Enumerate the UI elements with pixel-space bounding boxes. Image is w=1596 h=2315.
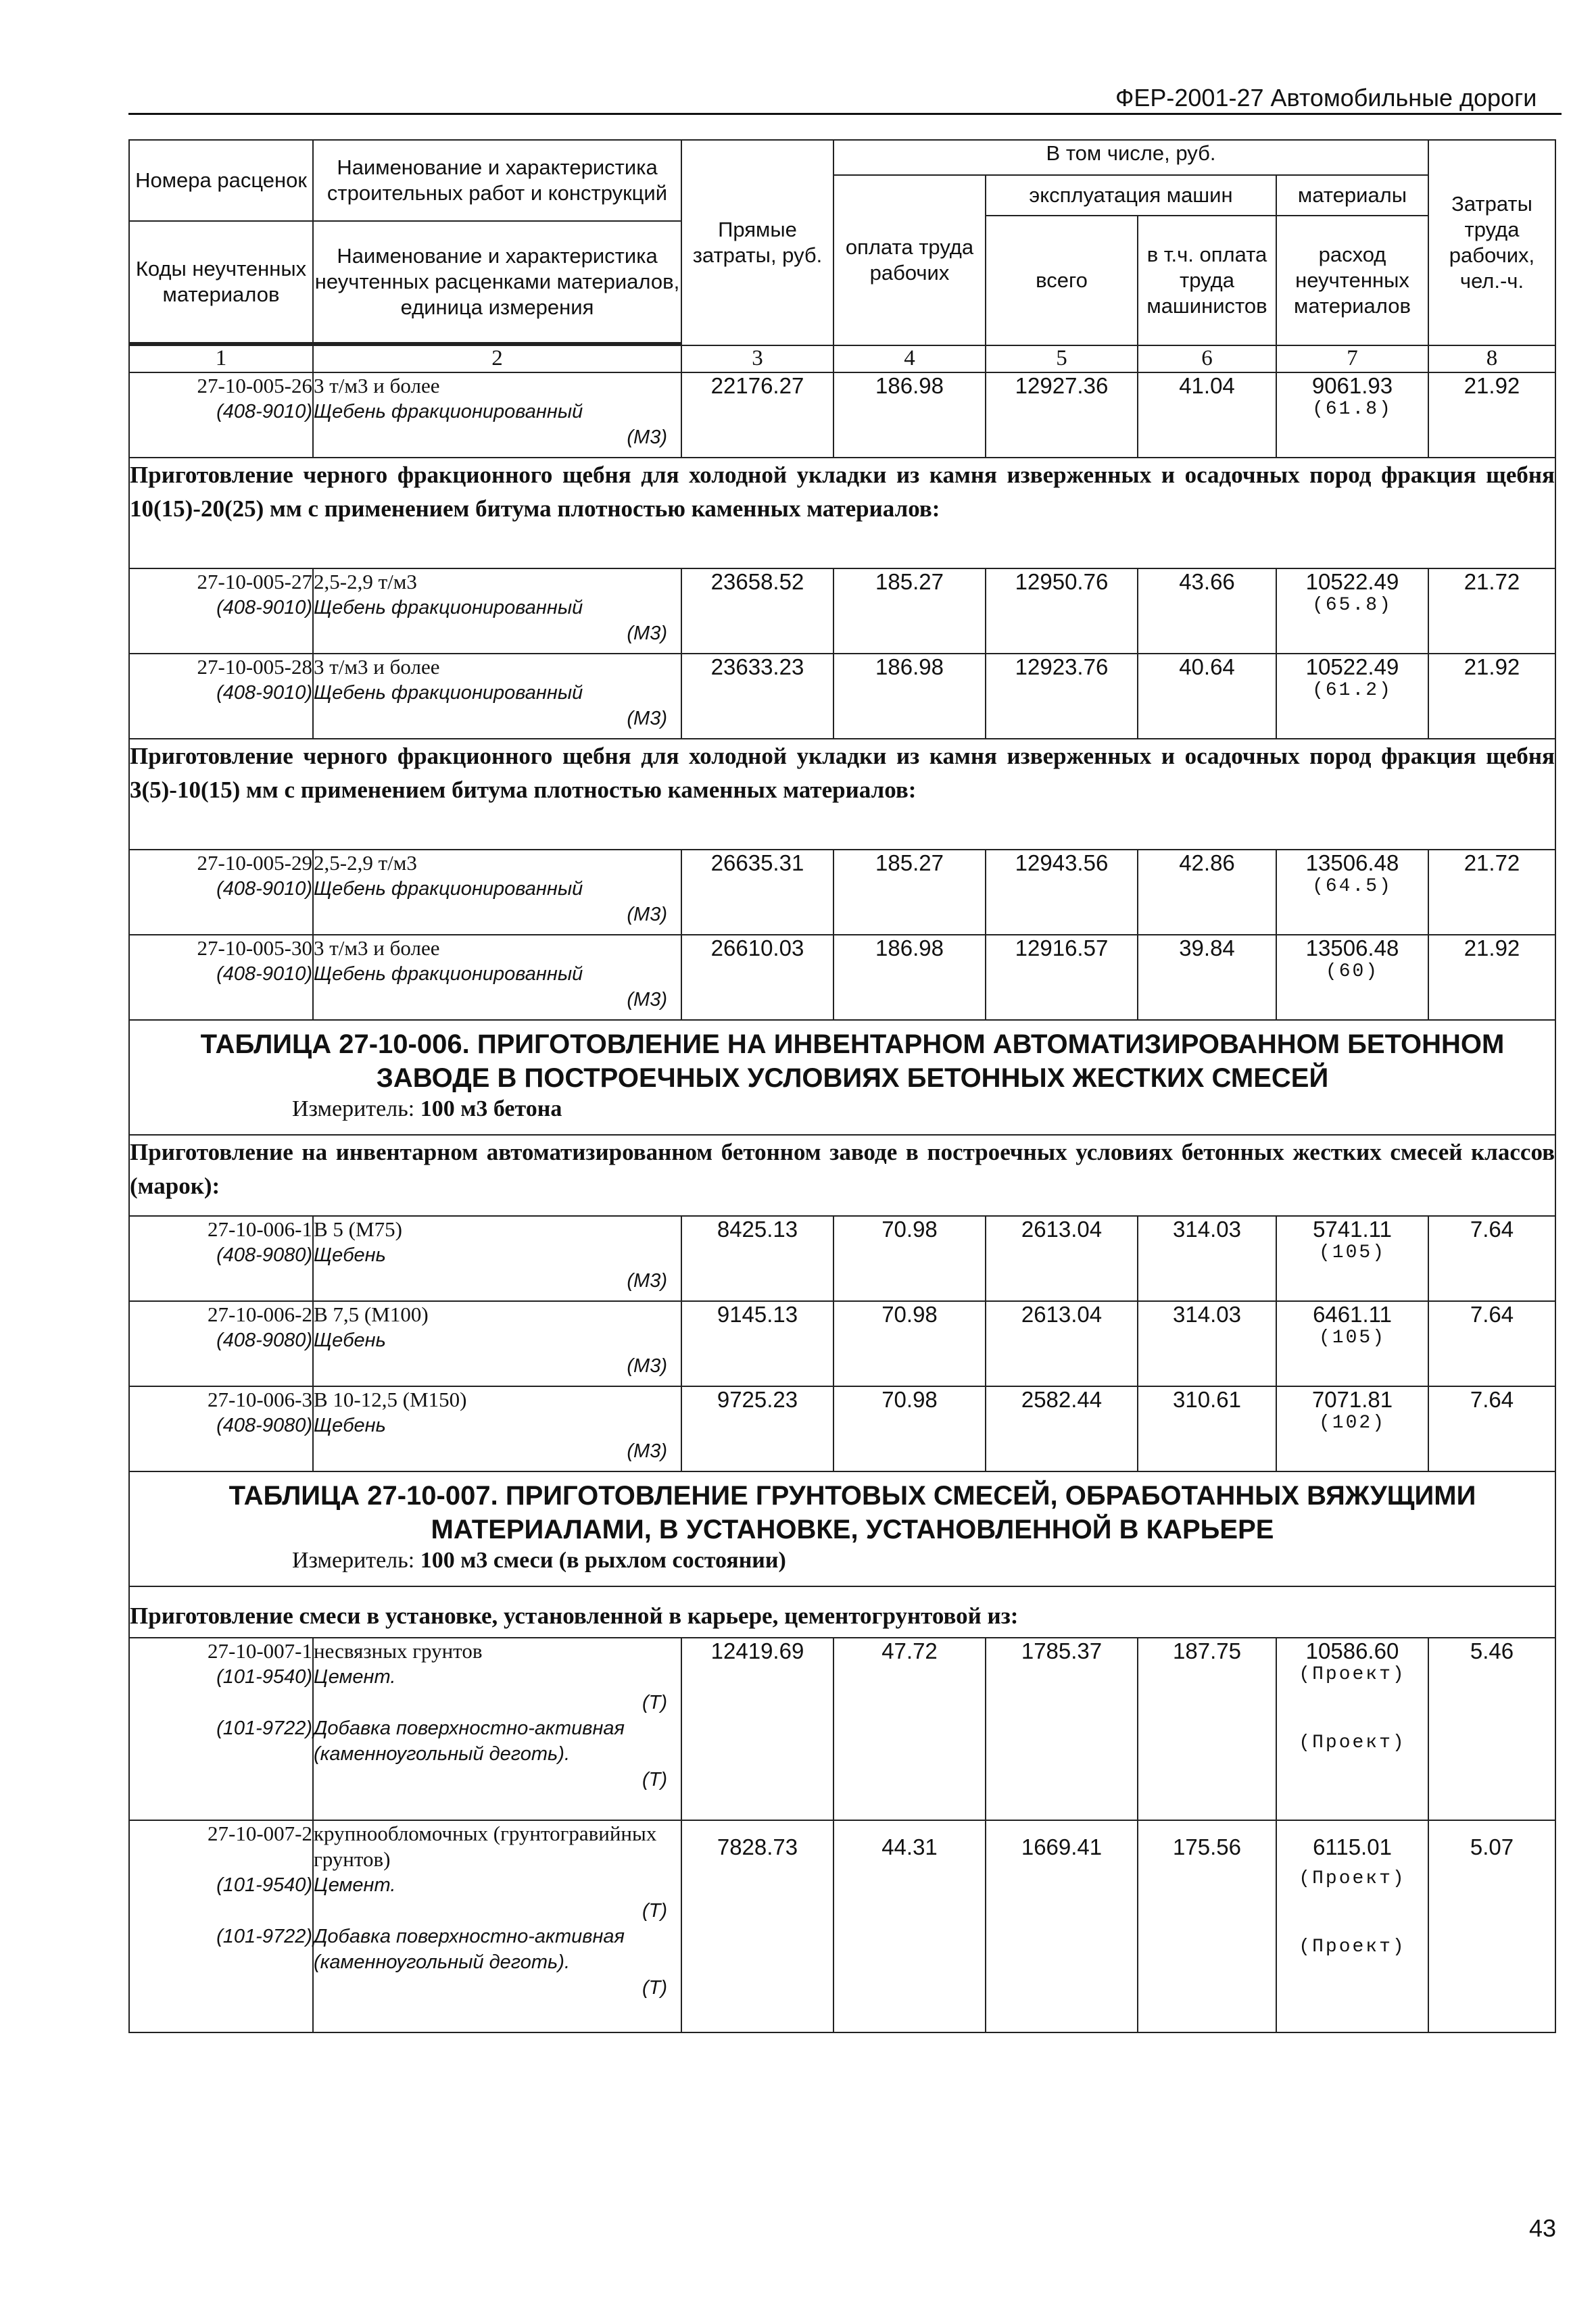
col-header-direct-costs: Прямые затраты, руб. bbox=[681, 140, 833, 345]
direct-costs: 8425.13 bbox=[681, 1216, 833, 1301]
work-name: 2,5-2,9 т/м3 bbox=[314, 851, 417, 875]
labor: 7.64 bbox=[1428, 1301, 1555, 1386]
col-header-material-name: Наименование и характеристика неучтенных расценками материалов, единица измерения bbox=[313, 221, 681, 343]
col-header-labor: Затраты труда рабочих, чел.-ч. bbox=[1428, 140, 1555, 345]
material-name: Щебень фракционированный bbox=[314, 682, 583, 704]
materials: 10522.49 bbox=[1305, 654, 1399, 679]
operator-wages: 39.84 bbox=[1138, 935, 1276, 1020]
material-code: (101-9722) bbox=[216, 1926, 312, 1947]
labor: 7.64 bbox=[1428, 1386, 1555, 1471]
section-heading: Приготовление черного фракционного щебня для холодной укладки из камня изверженных и осадочных пород фракция щебня 10(15)-20(25) мм с применением битума плотностью каменных материалов: bbox=[129, 458, 1555, 568]
col-number: 5 bbox=[986, 345, 1138, 372]
section-heading: Приготовление черного фракционного щебня для холодной укладки из камня изверженных и осадочных пород фракция щебня 3(5)-10(15) мм с применением битума плотностью каменных материалов: bbox=[129, 739, 1555, 850]
table-row bbox=[129, 935, 1555, 1020]
material-code: (408-9080) bbox=[216, 1330, 312, 1351]
col-header-codes: Номера расценок bbox=[129, 140, 313, 221]
table-row bbox=[129, 1386, 1555, 1471]
rate-code: 27-10-006-1 bbox=[208, 1217, 312, 1241]
machines-total: 2582.44 bbox=[986, 1386, 1138, 1471]
rate-code: 27-10-006-3 bbox=[208, 1388, 312, 1411]
col-number: 8 bbox=[1428, 345, 1555, 372]
labor: 21.92 bbox=[1428, 935, 1555, 1020]
materials: 10522.49 bbox=[1305, 569, 1399, 594]
material-use: (60) bbox=[1325, 961, 1380, 982]
col-header-name: Наименование и характеристика строительных работ и конструкций bbox=[313, 140, 681, 221]
section-heading: Приготовление смеси в установке, установленной в карьере, цементогрунтовой из: bbox=[129, 1586, 1555, 1638]
wages: 186.98 bbox=[833, 654, 986, 739]
operator-wages: 42.86 bbox=[1138, 850, 1276, 935]
direct-costs: 26635.31 bbox=[681, 850, 833, 935]
material-code: (408-9080) bbox=[216, 1415, 312, 1436]
machines-total: 1785.37 bbox=[986, 1638, 1138, 1820]
work-name: 3 т/м3 и более bbox=[314, 936, 440, 960]
direct-costs: 9145.13 bbox=[681, 1301, 833, 1386]
table-row bbox=[129, 568, 1555, 654]
rate-code: 27-10-005-30 bbox=[197, 936, 312, 960]
machines-total: 12923.76 bbox=[986, 654, 1138, 739]
wages: 186.98 bbox=[833, 935, 986, 1020]
material-name: Щебень фракционированный bbox=[314, 963, 583, 985]
col-header-group: В том числе, руб. bbox=[833, 140, 1428, 175]
materials: 9061.93 bbox=[1311, 373, 1393, 398]
material-use: (105) bbox=[1318, 1327, 1386, 1348]
materials: 6461.11 bbox=[1313, 1302, 1392, 1327]
rate-code: 27-10-005-29 bbox=[197, 851, 312, 875]
machines-total: 12943.56 bbox=[986, 850, 1138, 935]
col-header-operator-wages: в т.ч. оплата труда машинистов bbox=[1138, 216, 1276, 345]
labor: 7.64 bbox=[1428, 1216, 1555, 1301]
material-code: (408-9010) bbox=[216, 401, 312, 422]
rate-code: 27-10-007-1 bbox=[208, 1639, 312, 1663]
operator-wages: 175.56 bbox=[1138, 1820, 1276, 2032]
unit: (Т) bbox=[642, 1900, 667, 1922]
labor: 21.92 bbox=[1428, 372, 1555, 458]
col-number: 6 bbox=[1138, 345, 1276, 372]
table-row bbox=[129, 372, 1555, 458]
material-name: Щебень фракционированный bbox=[314, 401, 583, 422]
col-number: 4 bbox=[833, 345, 986, 372]
operator-wages: 40.64 bbox=[1138, 654, 1276, 739]
work-name: В 5 (М75) bbox=[314, 1217, 402, 1241]
work-name: 3 т/м3 и более bbox=[314, 374, 440, 397]
material-use: (61.8) bbox=[1312, 399, 1393, 420]
col-header-material-use: расход неучтенных материалов bbox=[1276, 216, 1428, 345]
unit: (Т) bbox=[642, 1692, 667, 1713]
table-row bbox=[129, 654, 1555, 739]
unit: (М3) bbox=[627, 1440, 667, 1462]
operator-wages: 314.03 bbox=[1138, 1301, 1276, 1386]
materials: 13506.48 bbox=[1305, 850, 1399, 875]
table-row bbox=[129, 850, 1555, 935]
col-header-materials: материалы bbox=[1276, 175, 1428, 216]
unit: (Т) bbox=[642, 1769, 667, 1790]
operator-wages: 187.75 bbox=[1138, 1638, 1276, 1820]
page-number: 43 bbox=[1529, 2214, 1557, 2242]
material-name: Цемент. bbox=[314, 1874, 396, 1896]
operator-wages: 43.66 bbox=[1138, 568, 1276, 654]
col-number: 7 bbox=[1276, 345, 1428, 372]
labor: 21.72 bbox=[1428, 850, 1555, 935]
operator-wages: 314.03 bbox=[1138, 1216, 1276, 1301]
material-code: (408-9010) bbox=[216, 682, 312, 704]
table-row bbox=[129, 1216, 1555, 1301]
unit: (М3) bbox=[627, 623, 667, 644]
material-code: (101-9540) bbox=[216, 1874, 312, 1896]
machines-total: 1669.41 bbox=[986, 1820, 1138, 2032]
materials: 7071.81 bbox=[1311, 1387, 1393, 1412]
material-name: Добавка поверхностно-активная (каменноугольный деготь). bbox=[314, 1717, 625, 1765]
material-code: (408-9080) bbox=[216, 1244, 312, 1266]
section-heading: Приготовление на инвентарном автоматизированном бетонном заводе в построечных условиях бетонных жестких смесей классов (марок): bbox=[129, 1135, 1555, 1216]
labor: 21.92 bbox=[1428, 654, 1555, 739]
table-007-heading bbox=[129, 1471, 1555, 1586]
wages: 70.98 bbox=[833, 1386, 986, 1471]
wages: 186.98 bbox=[833, 372, 986, 458]
wages: 70.98 bbox=[833, 1301, 986, 1386]
unit: (М3) bbox=[627, 1355, 667, 1377]
work-name: 2,5-2,9 т/м3 bbox=[314, 570, 417, 593]
material-name: Добавка поверхностно-активная (каменноугольный деготь). bbox=[314, 1926, 625, 1973]
operator-wages: 41.04 bbox=[1138, 372, 1276, 458]
materials: 5741.11 bbox=[1313, 1217, 1392, 1242]
material-use: (64.5) bbox=[1312, 876, 1393, 897]
table-006-heading bbox=[129, 1020, 1555, 1135]
material-name: Щебень bbox=[314, 1330, 386, 1351]
operator-wages: 310.61 bbox=[1138, 1386, 1276, 1471]
table-row bbox=[129, 1638, 1555, 1820]
material-code: (408-9010) bbox=[216, 878, 312, 900]
direct-costs: 12419.69 bbox=[681, 1638, 833, 1820]
unit: (М3) bbox=[627, 1270, 667, 1292]
material-code: (408-9010) bbox=[216, 963, 312, 985]
rate-code: 27-10-005-27 bbox=[197, 570, 312, 593]
material-use: (Проект) bbox=[1299, 1732, 1406, 1753]
material-code: (101-9540) bbox=[216, 1666, 312, 1688]
col-header-machines: эксплуатация машин bbox=[986, 175, 1276, 216]
material-use: (105) bbox=[1318, 1242, 1386, 1263]
material-name: Цемент. bbox=[314, 1666, 396, 1688]
work-name: В 10-12,5 (М150) bbox=[314, 1388, 467, 1411]
rate-code: 27-10-005-28 bbox=[197, 655, 312, 679]
wages: 185.27 bbox=[833, 568, 986, 654]
table-title: ТАБЛИЦА 27-10-006. ПРИГОТОВЛЕНИЕ НА ИНВЕНТАРНОМ АВТОМАТИЗИРОВАННОМ БЕТОННОМ ЗАВОДЕ В ПОСТРОЕЧНЫХ УСЛОВИЯХ БЕТОННЫХ ЖЕСТКИХ СМЕСЕЙ bbox=[200, 1029, 1505, 1093]
wages: 185.27 bbox=[833, 850, 986, 935]
unit: (М3) bbox=[627, 427, 667, 448]
material-code: (101-9722) bbox=[216, 1717, 312, 1739]
labor: 21.72 bbox=[1428, 568, 1555, 654]
material-use: (65.8) bbox=[1312, 595, 1393, 616]
direct-costs: 26610.03 bbox=[681, 935, 833, 1020]
material-name: Щебень фракционированный bbox=[314, 597, 583, 618]
rate-code: 27-10-006-2 bbox=[208, 1302, 312, 1326]
wages: 70.98 bbox=[833, 1216, 986, 1301]
rate-code: 27-10-005-26 bbox=[197, 374, 312, 397]
col-number: 3 bbox=[681, 345, 833, 372]
machines-total: 12916.57 bbox=[986, 935, 1138, 1020]
col-header-wages: оплата труда рабочих bbox=[833, 175, 986, 345]
labor: 5.07 bbox=[1428, 1820, 1555, 2032]
direct-costs: 22176.27 bbox=[681, 372, 833, 458]
table-row bbox=[129, 1301, 1555, 1386]
material-name: Щебень фракционированный bbox=[314, 878, 583, 900]
direct-costs: 7828.73 bbox=[681, 1820, 833, 2032]
direct-costs: 23633.23 bbox=[681, 654, 833, 739]
work-name: крупнообломочных (грунтогравийных грунтов) bbox=[314, 1822, 657, 1871]
work-name: 3 т/м3 и более bbox=[314, 655, 440, 679]
col-header-machines-total: всего bbox=[986, 216, 1138, 345]
material-code: (408-9010) bbox=[216, 597, 312, 618]
material-use: (Проект) bbox=[1299, 1664, 1406, 1685]
materials: 10586.60 bbox=[1305, 1638, 1399, 1663]
material-use: (61.2) bbox=[1312, 680, 1393, 701]
machines-total: 2613.04 bbox=[986, 1301, 1138, 1386]
materials: 13506.48 bbox=[1305, 935, 1399, 960]
material-use: (102) bbox=[1318, 1413, 1386, 1434]
work-name: В 7,5 (М100) bbox=[314, 1302, 429, 1326]
machines-total: 2613.04 bbox=[986, 1216, 1138, 1301]
machines-total: 12950.76 bbox=[986, 568, 1138, 654]
material-name: Щебень bbox=[314, 1415, 386, 1436]
materials: 6115.01 bbox=[1313, 1834, 1392, 1859]
table-title: ТАБЛИЦА 27-10-007. ПРИГОТОВЛЕНИЕ ГРУНТОВЫХ СМЕСЕЙ, ОБРАБОТАННЫХ ВЯЖУЩИМИ МАТЕРИАЛАМИ, В УСТАНОВКЕ, УСТАНОВЛЕННОЙ В КАРЬЕРЕ bbox=[228, 1481, 1476, 1544]
unit: (М3) bbox=[627, 904, 667, 925]
col-number: 2 bbox=[313, 345, 681, 372]
labor: 5.46 bbox=[1428, 1638, 1555, 1820]
direct-costs: 9725.23 bbox=[681, 1386, 833, 1471]
work-name: несвязных грунтов bbox=[314, 1639, 483, 1663]
material-use: (Проект) bbox=[1299, 1936, 1406, 1957]
wages: 44.31 bbox=[833, 1820, 986, 2032]
unit: (М3) bbox=[627, 708, 667, 729]
unit: (Т) bbox=[642, 1977, 667, 1999]
material-name: Щебень bbox=[314, 1244, 386, 1266]
direct-costs: 23658.52 bbox=[681, 568, 833, 654]
running-header: ФЕР-2001-27 Автомобильные дороги bbox=[1115, 84, 1537, 112]
col-header-material-codes: Коды неучтенных материалов bbox=[129, 221, 313, 343]
material-use: (Проект) bbox=[1299, 1868, 1406, 1889]
price-table bbox=[128, 139, 1556, 2033]
rate-code: 27-10-007-2 bbox=[208, 1822, 312, 1845]
meter: Измеритель: 100 м3 бетона bbox=[292, 1096, 562, 1121]
unit: (М3) bbox=[627, 989, 667, 1010]
machines-total: 12927.36 bbox=[986, 372, 1138, 458]
col-number: 1 bbox=[129, 345, 313, 372]
meter: Измеритель: 100 м3 смеси (в рыхлом состоянии) bbox=[292, 1548, 786, 1573]
table-row bbox=[129, 1820, 1555, 2032]
header-rule bbox=[128, 113, 1562, 115]
wages: 47.72 bbox=[833, 1638, 986, 1820]
